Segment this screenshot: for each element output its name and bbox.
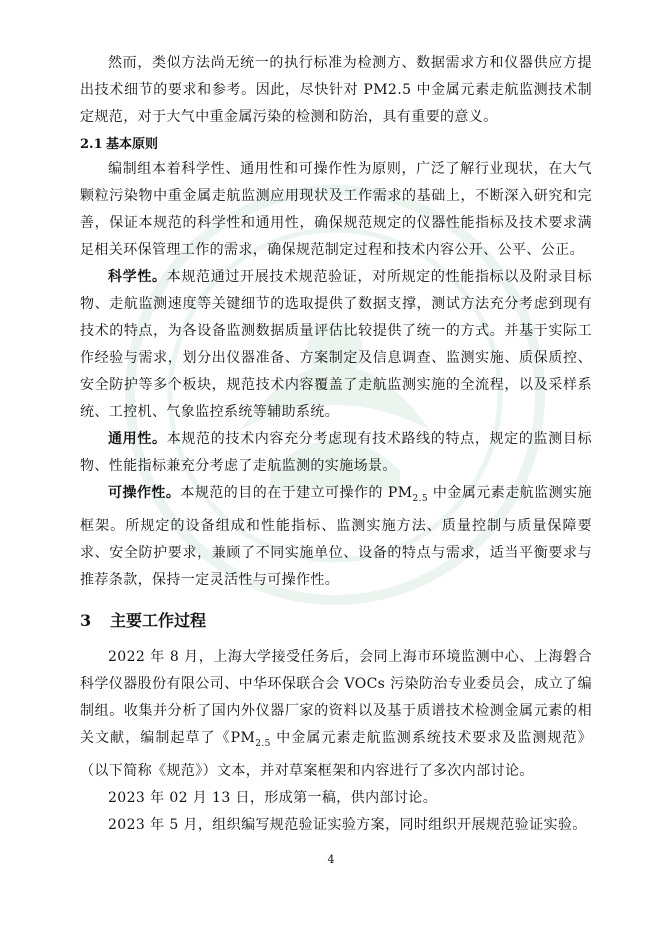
process-p1-subscript: 2.5 — [255, 738, 271, 749]
scientific-text: 本规范通过开展技术规范验证，对所规定的性能指标以及附录目标物、走航监测速度等关键细节的选取提供了数据支撑，测试方法充分考虑到现有技术的特点，为各设备监测数据质量评估比较提供了统一的方式。并基于实际工作经验与需求，划分出仪器准备、方案制定及信息调查、监测实施、质保质控、安全防护等多个板块，规范技术内容覆盖了走航监测实施的全流程，以及采样系统、工控机、气象监控系统等辅助系统。 — [80, 269, 592, 420]
process-p1-before: 2022 年 8 月，上海大学接受任务后，会同上海市环境监测中心、上海磐合科学仪器股份有限公司、中华环保联合会 VOCs 污染防治专业委员会，成立了编制组。收集并分析了国内外仪器厂家的资料以及基于质谱技术检测金属元素的相关文献，编制起草了《PM — [80, 648, 592, 746]
universal-term: 通用性。 — [108, 431, 167, 447]
page-number: 4 — [327, 853, 335, 866]
section-3-heading — [80, 608, 592, 634]
section-3-number: 3 — [80, 610, 92, 630]
operability-text-after: 中金属元素走航监测实施框架。所规定的设备组成和性能指标、监测实施方法、质量控制与质量保障要求、安全防护要求，兼顾了不同实施单位、设备的特点与需求，适当平衡要求与推荐条款，保持一定灵活性与可操作性。 — [80, 485, 592, 588]
section-3-title: 主要工作过程 — [110, 610, 207, 630]
operability-paragraph — [80, 480, 592, 594]
scientific-paragraph — [80, 264, 592, 426]
operability-term: 可操作性。 — [108, 485, 181, 501]
universal-paragraph — [80, 426, 592, 480]
process-p1-after: 中金属元素走航监测系统技术要求及监测规范》（以下简称《规范》）文本，并对草案框架和内容进行了多次内部讨论。 — [80, 729, 593, 779]
process-paragraph-1 — [80, 644, 592, 785]
process-paragraph-2: 2023 年 02 月 13 日，形成第一稿，供内部讨论。 — [108, 789, 438, 806]
universal-text: 本规范的技术内容充分考虑现有技术路线的特点，规定的监测目标物、性能指标兼充分考虑了走航监测的实施场景。 — [80, 431, 592, 474]
process-paragraph-3: 2023 年 5 月，组织编写规范验证实验方案，同时组织开展规范验证实验。 — [108, 816, 587, 833]
operability-subscript: 2.5 — [412, 493, 428, 504]
principle-paragraph: 编制组本着科学性、通用性和可操作性为原则，广泛了解行业现状，在大气颗粒污染物中重金属走航监测应用现状及工作需求的基础上，不断深入研究和完善，保证本规范的科学性和通用性，确保规范规定的仪器性能指标及技术要求满足相关环保管理工作的需求，确保规范制定过程和技术内容公开、公平、公正。 — [80, 161, 592, 258]
section-2-1-title: 基本原则 — [106, 137, 159, 152]
operability-text-before: 本规范的目的在于建立可操作的 PM — [180, 485, 413, 501]
section-2-1-heading — [80, 134, 592, 156]
intro-paragraph: 然而，类似方法尚无统一的执行标准为检测方、数据需求方和仪器供应方提出技术细节的要求和参考。因此，尽快针对 PM2.5 中金属元素走航监测技术制定规范，对于大气中重金属污染的检测和防治，具有重要的意义。 — [80, 55, 592, 125]
section-2-1-number: 2.1 — [80, 137, 103, 152]
scientific-term: 科学性。 — [108, 269, 167, 285]
document-body — [80, 50, 592, 839]
